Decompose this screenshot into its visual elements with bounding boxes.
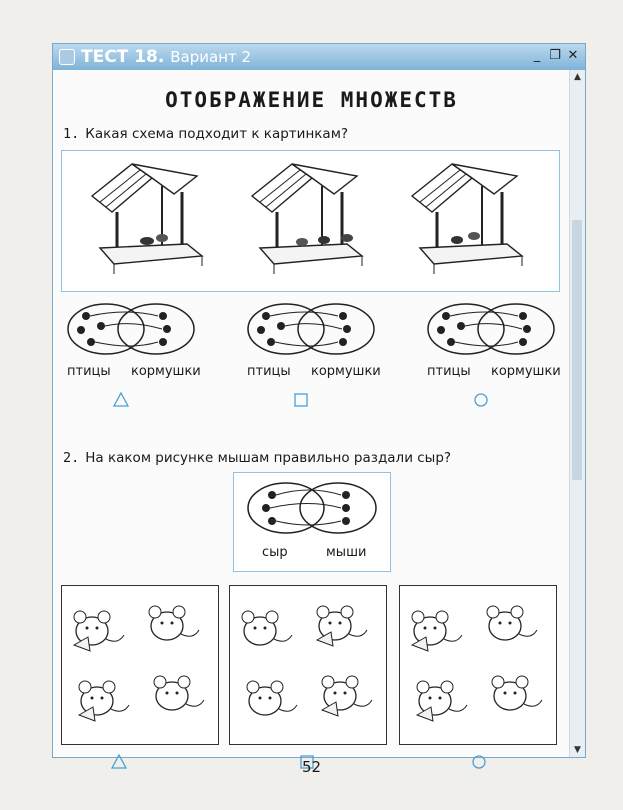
scroll-up-icon[interactable]: ▲ — [574, 72, 581, 82]
close-icon[interactable]: ✕ — [567, 48, 579, 63]
feeder-1 — [92, 164, 202, 274]
restore-icon[interactable]: ❐ — [549, 48, 561, 63]
vertical-scrollbar[interactable] — [569, 70, 585, 757]
scheme-right-label: кормушки — [491, 364, 561, 379]
mice-picture-1 — [61, 585, 219, 745]
feeders-picture-box — [61, 150, 560, 292]
feeder-2 — [252, 164, 362, 274]
scheme-right-label: мыши — [326, 545, 367, 560]
triangle-icon[interactable] — [113, 392, 129, 408]
scheme-diagram — [241, 298, 381, 360]
scheme-diagram — [61, 298, 201, 360]
question-2-text: На каком рисунке мышам правильно раздали сыр? — [85, 450, 452, 466]
scheme-left-label: птицы — [67, 364, 111, 379]
worksheet — [53, 70, 570, 757]
question-1-number: 1. — [63, 126, 80, 142]
scheme-diagram — [421, 298, 561, 360]
answer-choice[interactable] — [113, 392, 129, 412]
mouse-drawing — [74, 611, 124, 645]
scheme-2 — [241, 298, 381, 388]
scroll-down-icon[interactable]: ▼ — [574, 745, 581, 755]
minimize-icon[interactable]: _ — [533, 48, 541, 63]
mouse-drawing — [417, 681, 467, 715]
page-title: ОТОБРАЖЕНИЕ МНОЖЕСТВ — [165, 88, 458, 112]
mouse-drawing — [492, 676, 542, 710]
square-icon[interactable] — [293, 392, 309, 408]
mice-picture-3 — [399, 585, 557, 745]
mice-picture-2 — [229, 585, 387, 745]
scheme-left-label: птицы — [247, 364, 291, 379]
cheese-mice-scheme-box — [233, 472, 391, 572]
feeder-3 — [412, 164, 522, 274]
mouse-drawing — [317, 606, 367, 640]
mouse-drawing — [487, 606, 537, 640]
question-1-text: Какая схема подходит к картинкам? — [85, 126, 349, 142]
question-2-number: 2. — [63, 450, 80, 466]
mouse-drawing — [412, 611, 462, 645]
mouse-drawing — [79, 681, 129, 715]
mouse-drawing — [322, 676, 372, 710]
circle-icon[interactable] — [473, 392, 489, 408]
page-number: 52 — [301, 758, 322, 776]
mouse-drawing — [242, 611, 292, 645]
answer-choice[interactable] — [293, 392, 309, 412]
scheme-3 — [421, 298, 561, 388]
scroll-thumb[interactable] — [572, 220, 582, 480]
scheme-left-label: птицы — [427, 364, 471, 379]
variant-label: Вариант 2 — [170, 48, 252, 66]
question-2 — [63, 450, 451, 466]
mouse-drawing — [149, 606, 199, 640]
scheme-right-label: кормушки — [131, 364, 201, 379]
window-menu-icon[interactable] — [59, 49, 75, 65]
window-title — [81, 47, 251, 67]
mouse-drawing — [247, 681, 297, 715]
title-bar — [53, 44, 585, 70]
test-window — [52, 43, 586, 758]
answer-choice[interactable] — [473, 392, 489, 412]
test-number: ТЕСТ 18. — [81, 47, 165, 67]
mouse-drawing — [154, 676, 204, 710]
bird-feeders-illustration — [62, 151, 559, 291]
scheme-right-label: кормушки — [311, 364, 381, 379]
cheese-mice-scheme — [234, 473, 390, 543]
scheme-left-label: сыр — [262, 545, 288, 560]
scheme-1 — [61, 298, 201, 388]
question-1 — [63, 126, 348, 142]
